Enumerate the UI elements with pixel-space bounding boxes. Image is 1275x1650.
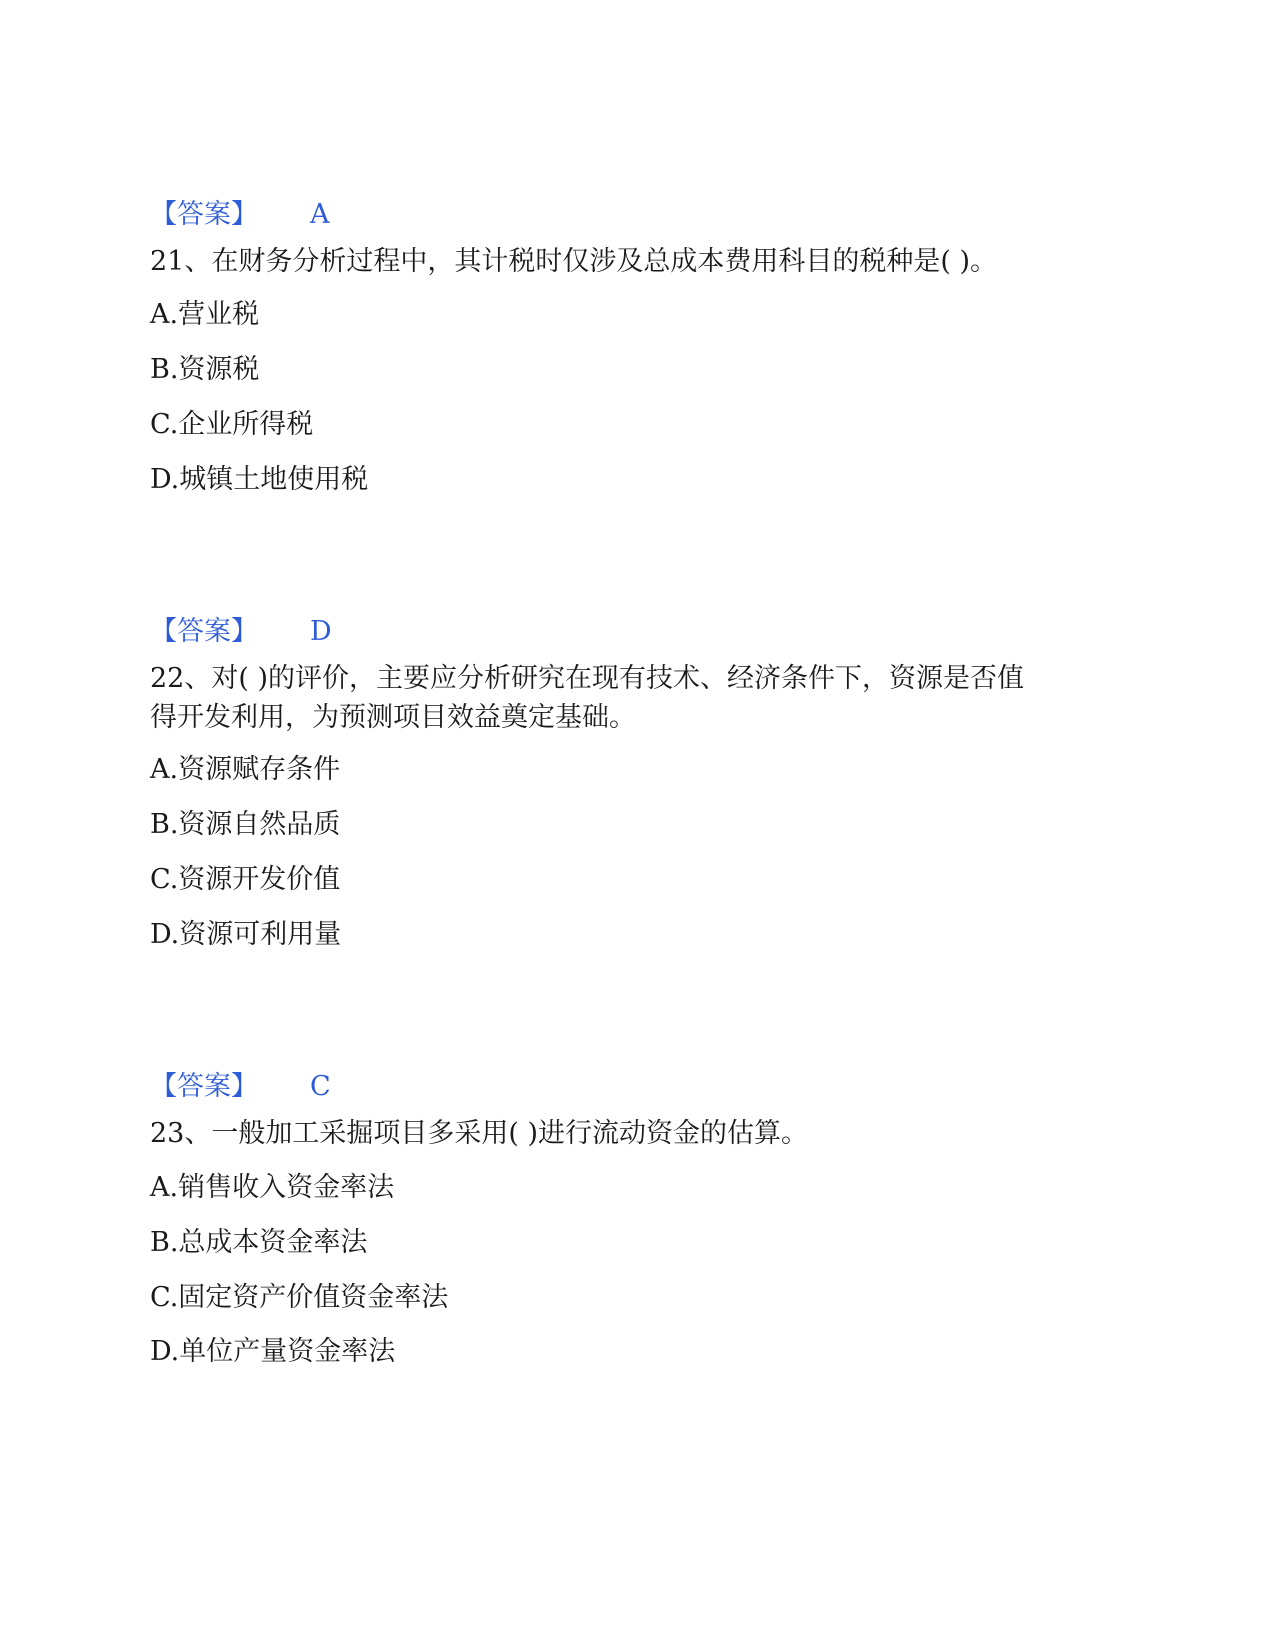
option-a: A.资源赋存条件 xyxy=(150,754,341,785)
question-text xyxy=(150,1114,1110,1153)
option-a: A.销售收入资金率法 xyxy=(150,1172,395,1203)
option-c: C.资源开发价值 xyxy=(150,864,341,895)
question-line: 21、在财务分析过程中，其计税时仅涉及总成本费用科目的税种是( )。 xyxy=(150,246,998,277)
answer-label: 【答案】 xyxy=(150,616,258,647)
option-b: B.资源税 xyxy=(150,354,260,385)
option-b: B.资源自然品质 xyxy=(150,809,341,840)
answer-line xyxy=(150,1067,331,1107)
option-c: C.固定资产价值资金率法 xyxy=(150,1282,449,1313)
option-c: C.企业所得税 xyxy=(150,409,314,440)
answer-label: 【答案】 xyxy=(150,1071,258,1102)
answer-line xyxy=(150,612,332,652)
question-line: 23、一般加工采掘项目多采用( )进行流动资金的估算。 xyxy=(150,1118,809,1149)
question-line: 得开发利用，为预测项目效益奠定基础。 xyxy=(150,702,636,733)
answer-value: D xyxy=(310,616,332,647)
option-d: D.单位产量资金率法 xyxy=(150,1336,396,1367)
question-text xyxy=(150,659,1110,737)
option-d: D.城镇土地使用税 xyxy=(150,464,369,495)
question-text xyxy=(150,242,1110,281)
question-line: 22、对( )的评价，主要应分析研究在现有技术、经济条件下，资源是否值 xyxy=(150,663,1025,694)
option-a: A.营业税 xyxy=(150,299,260,330)
option-d: D.资源可利用量 xyxy=(150,919,342,950)
answer-value: C xyxy=(310,1071,331,1102)
answer-label: 【答案】 xyxy=(150,199,258,230)
answer-line xyxy=(150,195,330,235)
option-b: B.总成本资金率法 xyxy=(150,1227,368,1258)
answer-value: A xyxy=(310,199,330,230)
